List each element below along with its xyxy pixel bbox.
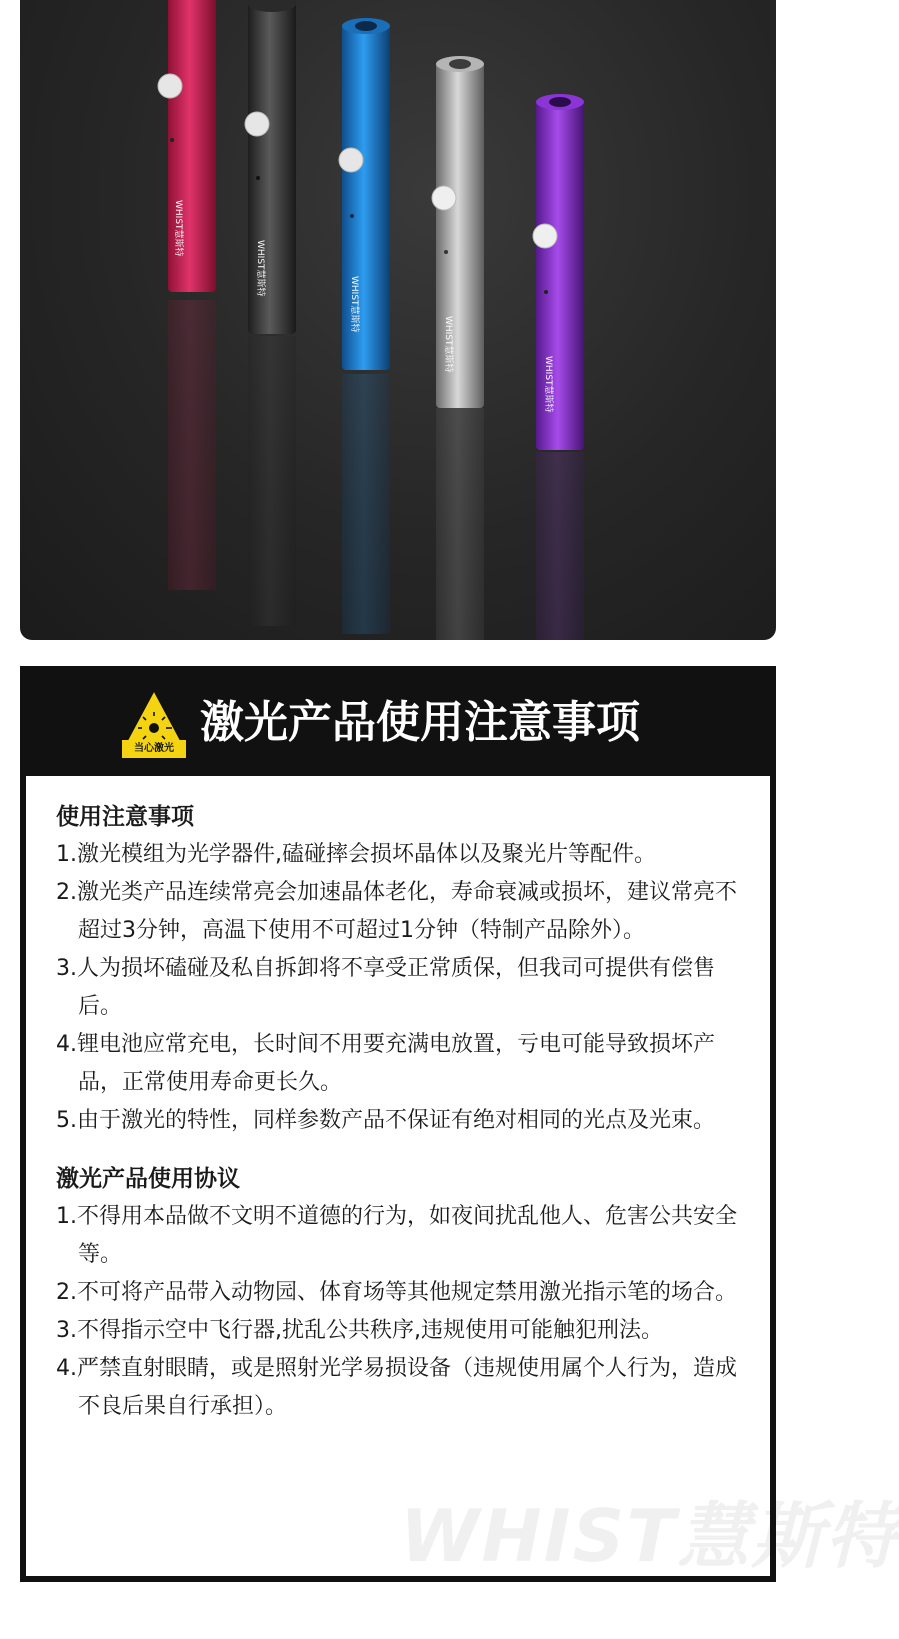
brand-watermark: WHIST慧斯特 <box>400 1494 899 1578</box>
section-heading-usage: 使用注意事项 <box>56 804 194 830</box>
list-item: 4.锂电池应常充电，长时间不用要充满电放置，亏电可能导致损坏产品，正常使用寿命更长久。 <box>56 1032 715 1095</box>
list-item: 1.不得用本品做不文明不道德的行为，如夜间扰乱他人、危害公共安全等。 <box>56 1204 737 1267</box>
notice-panel <box>20 666 776 1582</box>
purple-pen <box>533 94 584 450</box>
silver-pen <box>432 56 484 408</box>
list-item: 5.由于激光的特性，同样参数产品不保证有绝对相同的光点及光束。 <box>56 1108 715 1133</box>
list-item: 1.激光模组为光学器件,磕碰摔会损坏晶体以及聚光片等配件。 <box>56 842 656 867</box>
usage-notes-list <box>56 836 746 1140</box>
pink-pen <box>158 0 216 292</box>
section-heading-agreement: 激光产品使用协议 <box>56 1166 240 1192</box>
pen-engraving: WHIST慧斯特 <box>543 356 553 413</box>
panel-header <box>26 672 770 776</box>
pen-engraving: WHIST慧斯特 <box>443 316 453 373</box>
list-item: 3.不得指示空中飞行器,扰乱公共秩序,违规使用可能触犯刑法。 <box>56 1318 663 1343</box>
list-item: 2.不可将产品带入动物园、体育场等其他规定禁用激光指示笔的场合。 <box>56 1280 737 1305</box>
panel-title: 激光产品使用注意事项 <box>200 697 640 748</box>
warning-caption: 当心激光 <box>122 740 186 758</box>
agreement-list <box>56 1198 746 1426</box>
list-item: 3.人为损坏磕碰及私自拆卸将不享受正常质保，但我司可提供有偿售后。 <box>56 956 715 1019</box>
pen-engraving: WHIST慧斯特 <box>349 276 359 333</box>
blue-pen <box>339 18 390 370</box>
list-item: 4.严禁直射眼睛，或是照射光学易损设备（违规使用属个人行为，造成不良后果自行承担）。 <box>56 1356 737 1419</box>
product-photo <box>20 0 776 640</box>
pen-engraving: WHIST慧斯特 <box>173 200 183 257</box>
list-item: 2.激光类产品连续常亮会加速晶体老化，寿命衰减或损坏，建议常亮不超过3分钟，高温下使用不可超过1分钟（特制产品除外）。 <box>56 880 737 943</box>
laser-pens-illustration <box>20 0 776 640</box>
black-pen <box>245 0 296 334</box>
pen-engraving: WHIST慧斯特 <box>255 240 265 297</box>
notice-content <box>56 798 746 1426</box>
